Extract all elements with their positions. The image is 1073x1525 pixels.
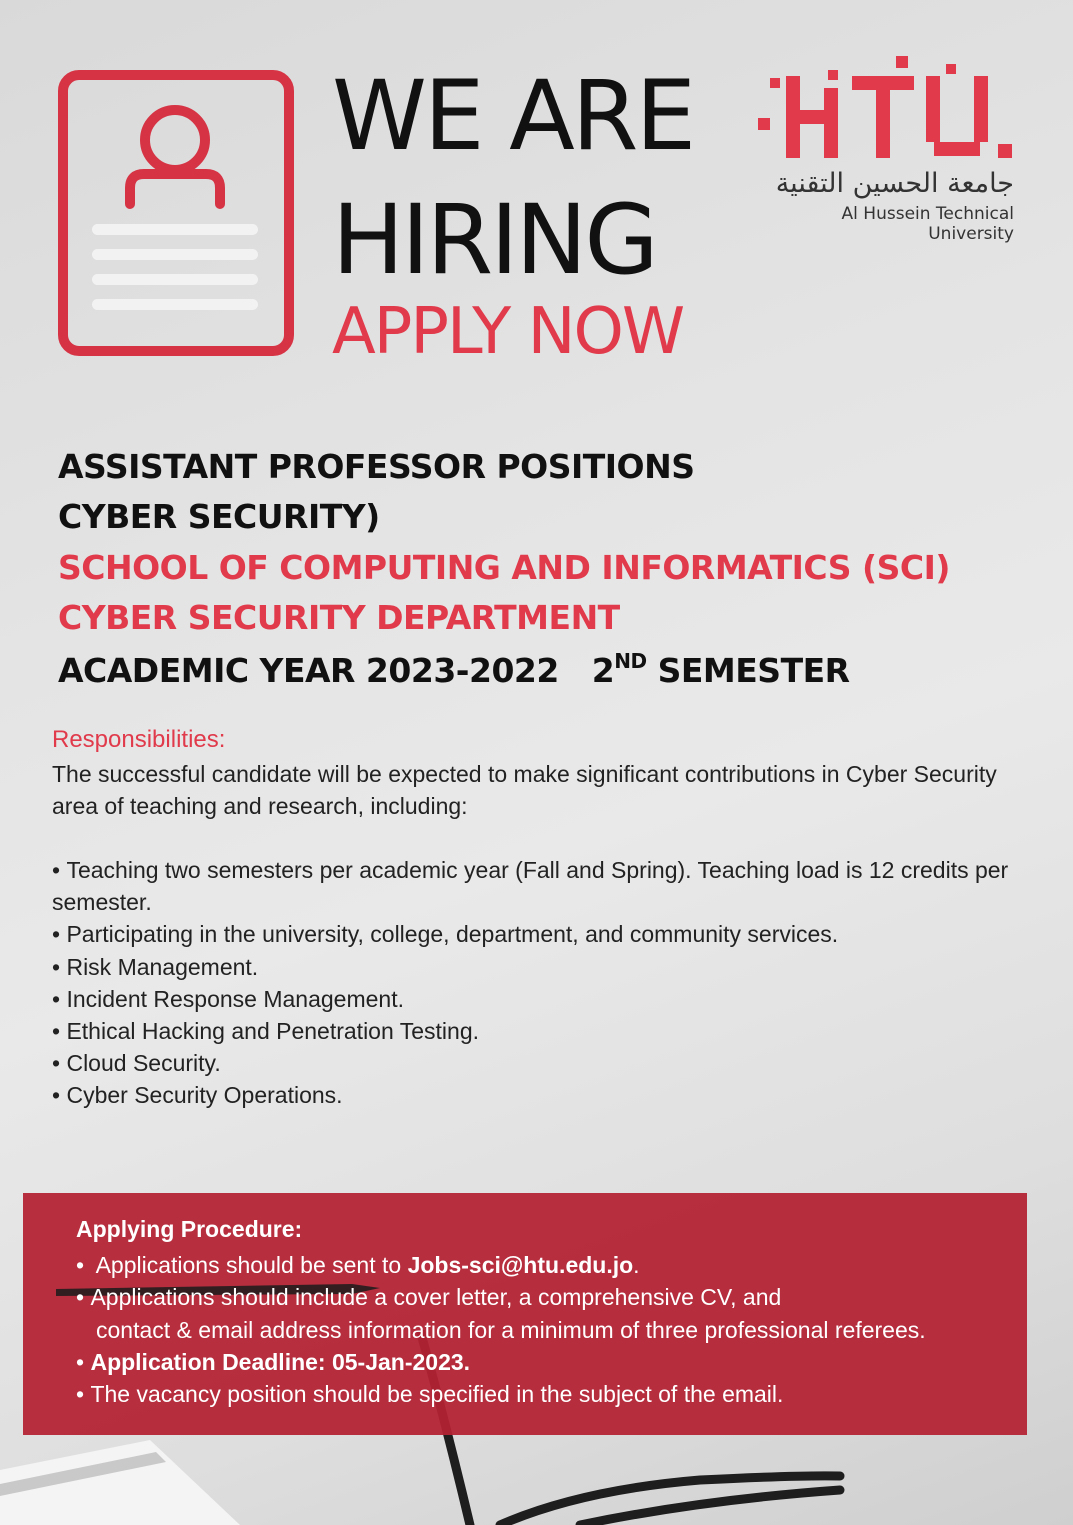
list-item: • Applications should include a cover letter, a comprehensive CV, and <box>76 1281 1021 1313</box>
application-email: Jobs-sci@htu.edu.jo <box>407 1252 634 1278</box>
academic-year: ACADEMIC YEAR 2023-2022 <box>58 651 559 690</box>
list-item: • Ethical Hacking and Penetration Testing. <box>52 1015 1012 1047</box>
semester-word: SEMESTER <box>657 651 850 690</box>
semester-number: 2 <box>591 651 615 690</box>
list-item: • Risk Management. <box>52 951 1012 983</box>
position-title: ASSISTANT PROFESSOR POSITIONS <box>58 447 695 486</box>
responsibilities-list <box>52 854 1012 1112</box>
logo-arabic-name: جامعة الحسين التقنية <box>775 168 1014 199</box>
cv-document-icon <box>58 70 294 356</box>
list-item: • Participating in the university, college, department, and community services. <box>52 918 1012 950</box>
responsibilities-title: Responsibilities: <box>52 726 226 753</box>
htu-logo-mark <box>756 56 1014 160</box>
list-item <box>76 1249 1021 1281</box>
semester-ordinal: ND <box>614 649 647 673</box>
notebook-image <box>0 1440 240 1525</box>
application-deadline: Application Deadline: 05-Jan-2023. <box>90 1348 471 1375</box>
list-item: • Cyber Security Operations. <box>52 1079 1012 1111</box>
logo-english-name: Al Hussein Technical University <box>841 204 1014 244</box>
headline-hiring: HIRING <box>332 184 656 296</box>
list-item <box>76 1346 1021 1378</box>
applying-procedure-list <box>76 1249 1021 1410</box>
apply-send-text: Applications should be sent to <box>95 1252 408 1278</box>
academic-year-line <box>58 649 850 690</box>
apply-send-period: . <box>633 1252 640 1278</box>
headline-we-are: WE ARE <box>332 60 694 172</box>
department-name: CYBER SECURITY DEPARTMENT <box>58 598 620 637</box>
school-name: SCHOOL OF COMPUTING AND INFORMATICS (SCI) <box>58 548 950 587</box>
list-item: • Cloud Security. <box>52 1047 1012 1079</box>
list-item: • Incident Response Management. <box>52 983 1012 1015</box>
position-field: CYBER SECURITY) <box>58 497 380 536</box>
applying-procedure-title: Applying Procedure: <box>76 1216 303 1242</box>
list-item: • Teaching two semesters per academic year (Fall and Spring). Teaching load is 12 credits per semester. <box>52 854 1012 918</box>
list-item: • The vacancy position should be specified in the subject of the email. <box>76 1378 1021 1410</box>
responsibilities-intro: The successful candidate will be expected to make significant contributions in Cyber Security area of teaching and research, including: <box>52 761 997 819</box>
headline-apply-now: APPLY NOW <box>332 295 684 369</box>
list-item-continuation: contact & email address information for a minimum of three professional referees. <box>96 1316 926 1343</box>
